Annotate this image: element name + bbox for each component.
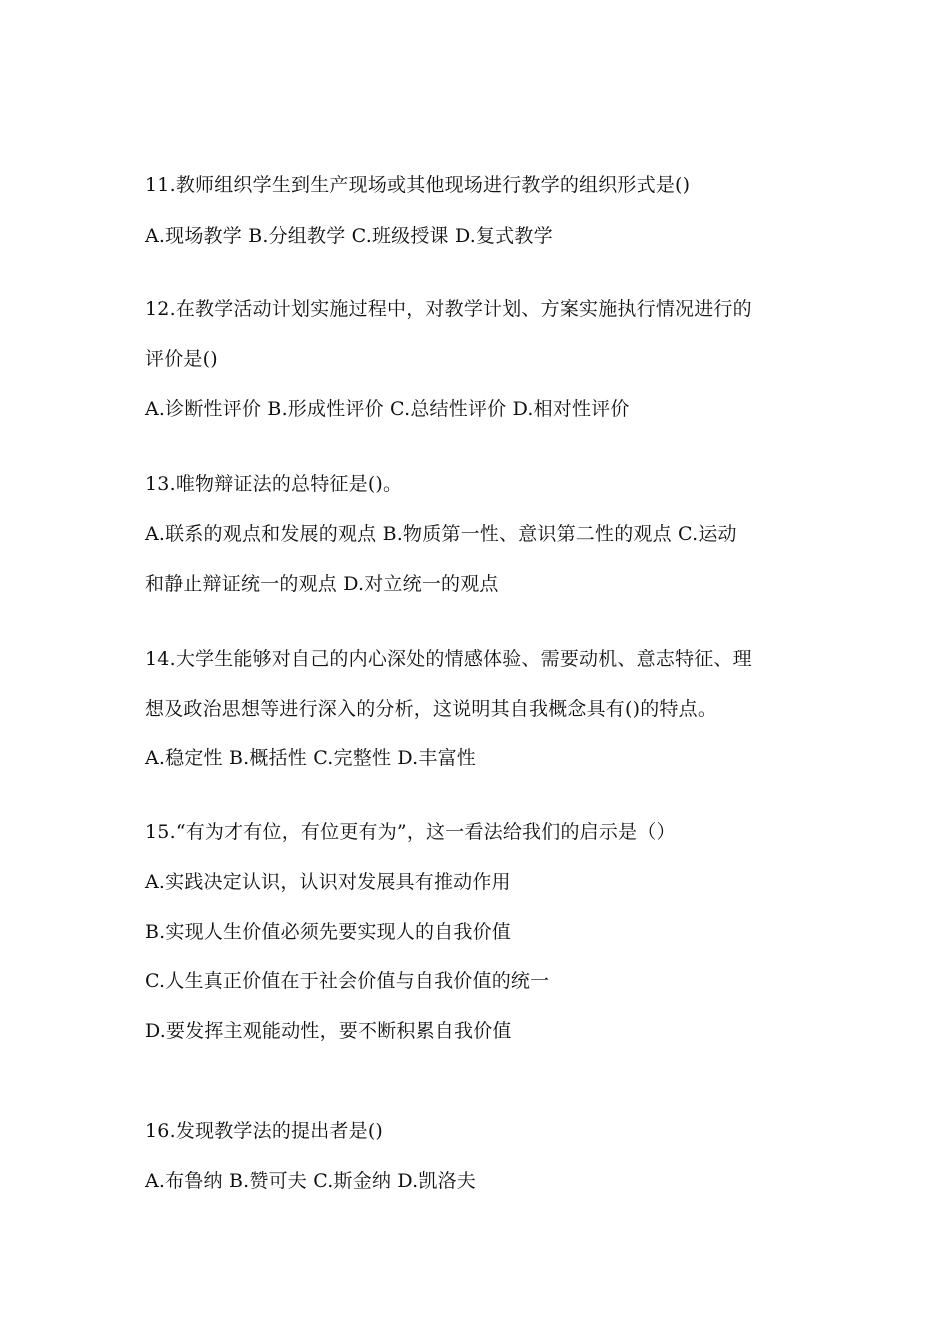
question-11-stem: 11.教师组织学生到生产现场或其他现场进行教学的组织形式是() bbox=[145, 174, 691, 196]
question-13-stem: 13.唯物辩证法的总特征是()。 bbox=[145, 473, 403, 495]
question-14-stem-line-1: 14.大学生能够对自己的内心深处的情感体验、需要动机、意志特征、理 bbox=[145, 648, 752, 670]
question-11-options: A.现场教学 B.分组教学 C.班级授课 D.复式教学 bbox=[145, 225, 553, 247]
question-16-stem: 16.发现教学法的提出者是() bbox=[145, 1120, 384, 1142]
question-12-stem-line-1: 12.在教学活动计划实施过程中，对教学计划、方案实施执行情况进行的 bbox=[145, 298, 752, 320]
question-15-stem: 15.“有为才有位，有位更有为”，这一看法给我们的启示是（） bbox=[145, 821, 676, 843]
question-13-options-line-1: A.联系的观点和发展的观点 B.物质第一性、意识第二性的观点 C.运动 bbox=[145, 523, 737, 545]
question-14-options: A.稳定性 B.概括性 C.完整性 D.丰富性 bbox=[145, 747, 476, 769]
question-15-option-b: B.实现人生价值必须先要实现人的自我价值 bbox=[145, 921, 512, 943]
question-13-options-line-2: 和静止辩证统一的观点 D.对立统一的观点 bbox=[145, 573, 499, 595]
question-12-stem-line-2: 评价是() bbox=[145, 348, 218, 370]
question-15-option-c: C.人生真正价值在于社会价值与自我价值的统一 bbox=[145, 970, 550, 992]
question-15-option-a: A.实践决定认识，认识对发展具有推动作用 bbox=[145, 871, 511, 893]
question-16-options: A.布鲁纳 B.赞可夫 C.斯金纳 D.凯洛夫 bbox=[145, 1170, 476, 1192]
question-12-options: A.诊断性评价 B.形成性评价 C.总结性评价 D.相对性评价 bbox=[145, 398, 630, 420]
question-14-stem-line-2: 想及政治思想等进行深入的分析，这说明其自我概念具有()的特点。 bbox=[145, 698, 718, 720]
question-15-option-d: D.要发挥主观能动性，要不断积累自我价值 bbox=[145, 1020, 512, 1042]
